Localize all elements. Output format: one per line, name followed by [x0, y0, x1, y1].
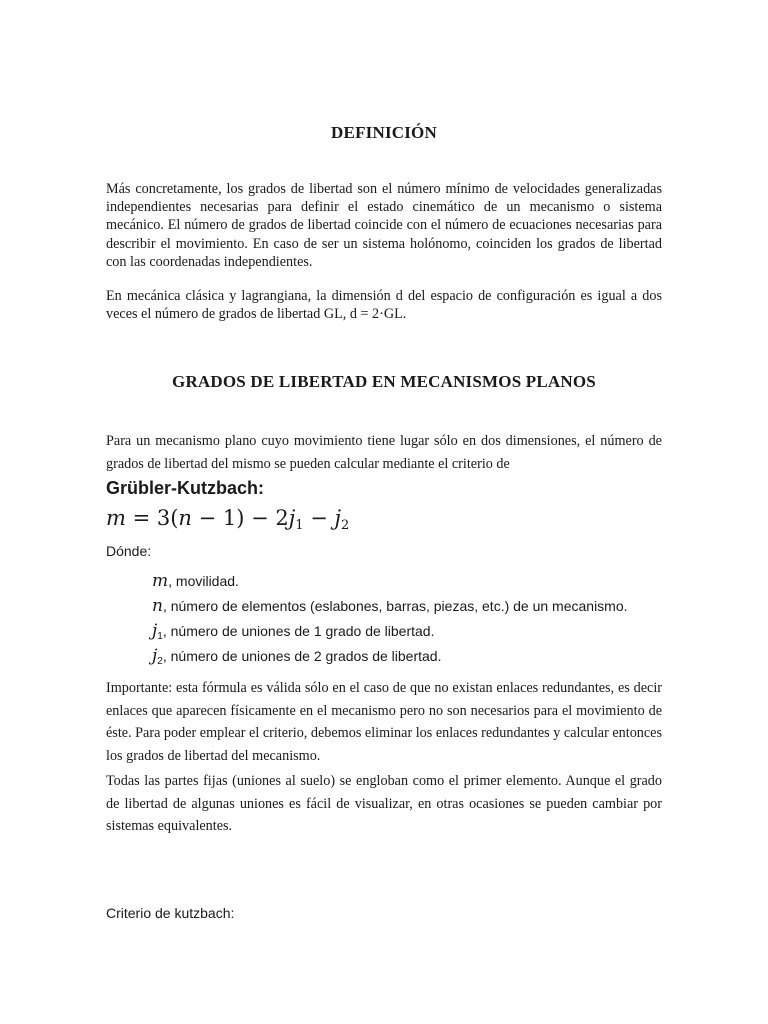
- paragraph-lagrangian: En mecánica clásica y lagrangiana, la dimensión d del espacio de configuración es igual a dos veces el número de grados de libertad GL, d = 2·GL.: [106, 288, 662, 323]
- paragraph-important: Importante: esta fórmula es válida sólo en el caso de que no existan enlaces redundantes, es decir enlaces que aparecen físicamente en el mecanismo pero no son necesarios para el movimiento de éste. Para poder emplear el criterio, debemos eliminar los enlaces redundantes y calcular entonces los grados de libertad del mecanismo.: [106, 680, 662, 764]
- definition-n-text: , número de elementos (eslabones, barras, piezas, etc.) de un mecanismo.: [162, 598, 628, 614]
- definition-j1: [152, 621, 434, 647]
- symbol-n: n: [152, 596, 163, 616]
- symbol-j1-sub: 1: [157, 631, 163, 642]
- formula-minus: −: [303, 506, 335, 530]
- symbol-j1: j: [152, 621, 158, 641]
- footer-heading: Criterio de kutzbach:: [106, 905, 235, 921]
- formula-n: n: [178, 506, 192, 530]
- definition-m-text: , movilidad.: [168, 573, 239, 589]
- section-title-mecanismos-planos: GRADOS DE LIBERTAD EN MECANISMOS PLANOS: [172, 372, 596, 391]
- formula-j1: j: [288, 506, 296, 530]
- formula-m: m: [106, 506, 126, 530]
- formula-j2: j: [334, 506, 342, 530]
- symbol-m: m: [152, 571, 169, 591]
- paragraph-fixed-parts: Todas las partes fijas (uniones al suelo) se engloban como el primer elemento. Aunque el grado de libertad de algunas uniones es fácil de visualizar, en otras ocasiones se pueden cambiar por sistemas equivalentes.: [106, 773, 662, 834]
- definition-m: [152, 571, 239, 591]
- definition-j2-text: , número de uniones de 2 grados de libertad.: [162, 648, 442, 664]
- criterion-name: Grübler-Kutzbach:: [106, 478, 265, 498]
- symbol-j2: j: [152, 646, 158, 666]
- paragraph-intro-criterio: Para un mecanismo plano cuyo movimiento tiene lugar sólo en dos dimensiones, el número de grados de libertad del mismo se pueden calcular mediante el criterio de: [106, 433, 662, 472]
- definition-n: [152, 596, 628, 616]
- section-title-definicion: DEFINICIÓN: [331, 123, 437, 142]
- formula-eq: = 3(: [125, 506, 179, 530]
- formula-mid: − 1) − 2: [191, 506, 289, 530]
- where-label: Dónde:: [106, 543, 152, 559]
- paragraph-definition: Más concretamente, los grados de libertad son el número mínimo de velocidades generalizadas independientes necesarias para definir el estado cinemático de un mecanismo o sistema mecánico. El número de grados de libertad coincide con el número de ecuaciones necesarias para describir el movimiento. En caso de ser un sistema holónomo, coinciden los grados de libertad con las coordenadas independientes.: [106, 181, 662, 270]
- definition-j1-text: , número de uniones de 1 grado de libertad.: [162, 623, 435, 639]
- formula-sub1: 1: [295, 518, 304, 533]
- formula: [106, 506, 349, 533]
- formula-sub2: 2: [341, 518, 350, 533]
- definition-j2: [152, 646, 441, 672]
- symbol-j2-sub: 2: [157, 656, 163, 667]
